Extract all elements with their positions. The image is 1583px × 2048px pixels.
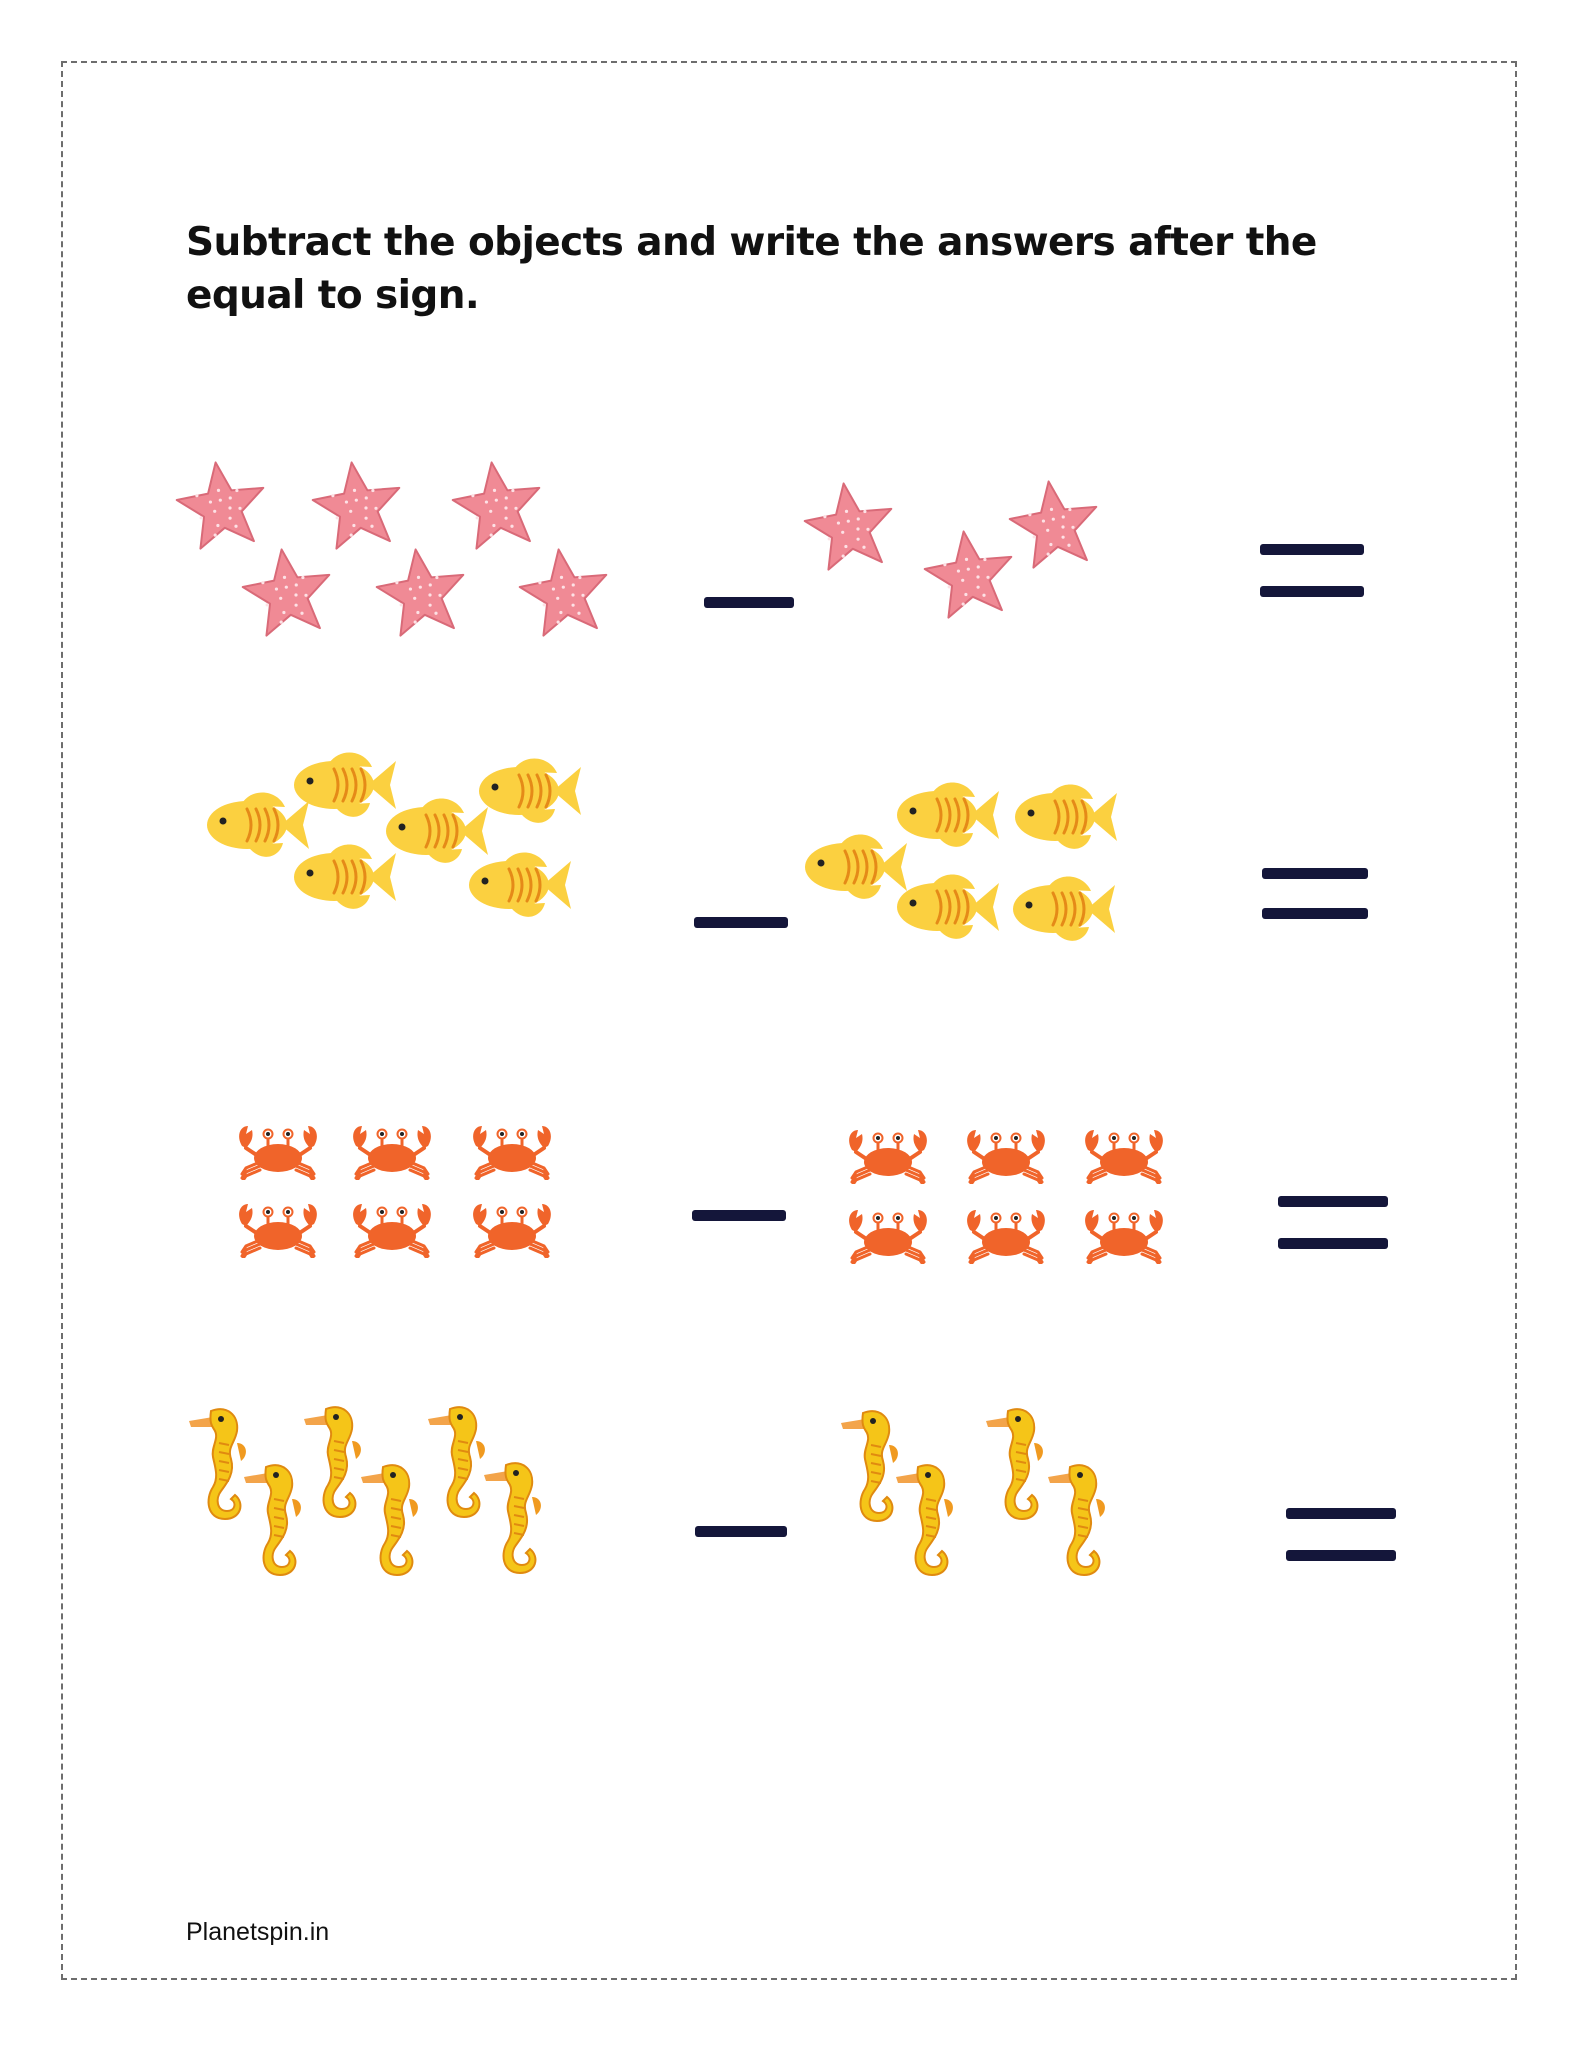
fish-icon xyxy=(290,837,400,919)
crab-icon xyxy=(232,1120,324,1180)
minus-sign xyxy=(695,1526,787,1537)
seahorse-icon xyxy=(1042,1459,1122,1577)
crab-icon xyxy=(346,1120,438,1180)
crab-icon xyxy=(232,1198,324,1258)
equals-sign-bar xyxy=(1278,1196,1388,1207)
minus-sign xyxy=(704,597,794,608)
equals-sign-bar xyxy=(1262,868,1368,879)
equals-sign-bar xyxy=(1286,1550,1396,1561)
starfish-icon xyxy=(1005,479,1105,569)
starfish-icon xyxy=(308,460,408,550)
fish-icon xyxy=(893,867,1003,949)
starfish-icon xyxy=(172,460,272,550)
crab-icon xyxy=(1078,1124,1170,1184)
crab-icon xyxy=(842,1124,934,1184)
equals-sign-bar xyxy=(1278,1238,1388,1249)
equals-sign-bar xyxy=(1286,1508,1396,1519)
crab-icon xyxy=(960,1124,1052,1184)
seahorse-icon xyxy=(890,1459,970,1577)
seahorse-icon xyxy=(478,1457,558,1575)
crab-icon xyxy=(960,1204,1052,1264)
footer-site-name: Planetspin.in xyxy=(186,1918,330,1946)
crab-icon xyxy=(1078,1204,1170,1264)
crab-icon xyxy=(842,1204,934,1264)
page-border xyxy=(61,61,1517,1980)
crab-icon xyxy=(466,1120,558,1180)
starfish-icon xyxy=(372,547,472,637)
crab-icon xyxy=(346,1198,438,1258)
fish-icon xyxy=(1011,777,1121,859)
equals-sign-bar xyxy=(1262,908,1368,919)
fish-icon xyxy=(893,775,1003,857)
fish-icon xyxy=(475,751,585,833)
starfish-icon xyxy=(238,547,338,637)
starfish-icon xyxy=(448,460,548,550)
fish-icon xyxy=(465,845,575,927)
minus-sign xyxy=(692,1210,786,1221)
crab-icon xyxy=(466,1198,558,1258)
starfish-icon xyxy=(515,547,615,637)
minus-sign xyxy=(694,917,788,928)
fish-icon xyxy=(1009,869,1119,951)
starfish-icon xyxy=(800,481,900,571)
instructions-heading: Subtract the objects and write the answers after the equal to sign. xyxy=(186,220,1317,318)
equals-sign-bar xyxy=(1260,586,1364,597)
equals-sign-bar xyxy=(1260,544,1364,555)
